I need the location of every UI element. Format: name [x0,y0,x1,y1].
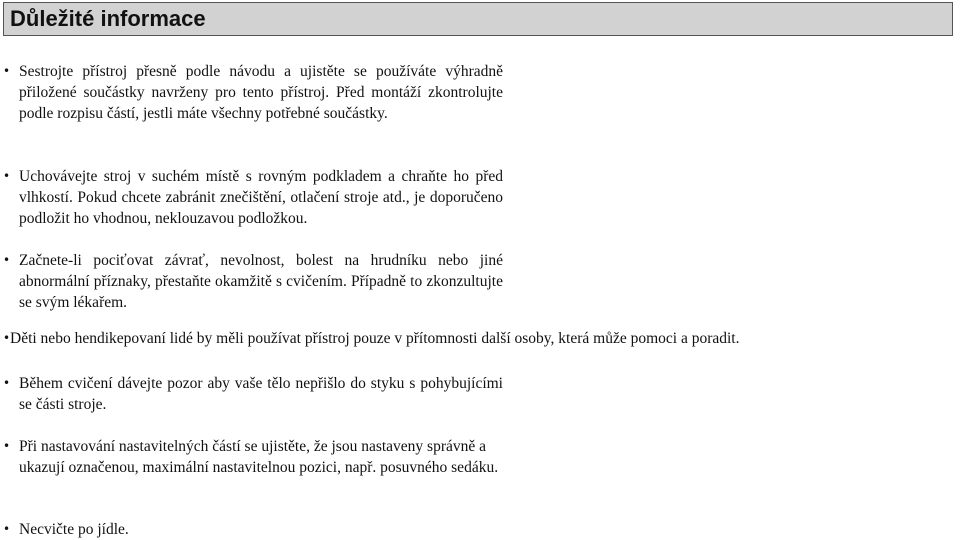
bullet-icon: • [3,439,11,453]
page-title: Důležité informace [10,6,206,31]
bullet-icon: • [3,169,11,183]
bullet-icon: • [3,522,11,536]
list-item-text: Necvičte po jídle. [19,521,129,538]
list-item-text: Začnete-li pociťovat závrať, nevolnost, bolest na hrudníku nebo jiné abnormální příznaky, přestaňte okamžitě s cvičením. Případně to zkonzultujte se svým lékařem. [19,252,503,311]
list-item-text: Sestrojte přístroj přesně podle návodu a ujistěte se používáte výhradně přiložené součástky navrženy pro tento přístroj. Před montáží zkontrolujte podle rozpisu částí, jestli máte všechny potřebné součástky. [19,63,503,122]
list-item-text: Během cvičení dávejte pozor aby vaše tělo nepřišlo do styku s pohybujícími se části stroje. [19,375,503,413]
bullet-icon: • [3,376,11,390]
list-item [3,61,503,124]
list-item [3,519,503,540]
title-bar [3,2,953,36]
bullet-icon: • [3,331,11,345]
bullet-icon: • [3,253,11,267]
bullet-icon: • [3,64,11,78]
list-item [3,328,943,349]
list-item-text: Uchovávejte stroj v suchém místě s rovným podkladem a chraňte ho před vlhkostí. Pokud chcete zabránit znečištění, otlačení stroje atd., je doporučeno podložit ho vhodnou, neklouzavou podložkou. [19,168,503,227]
list-item-text: Při nastavování nastavitelných částí se ujistěte, že jsou nastaveny správně a ukazují označenou, maximální nastavitelnou pozici, např. posuvného sedáku. [19,438,499,476]
list-item [3,250,503,313]
list-item [3,166,503,229]
list-item [3,436,518,478]
list-item-text: Děti nebo hendikepovaní lidé by měli používat přístroj pouze v přítomnosti další osoby, která může pomoci a poradit. [10,330,740,347]
list-item [3,373,503,415]
